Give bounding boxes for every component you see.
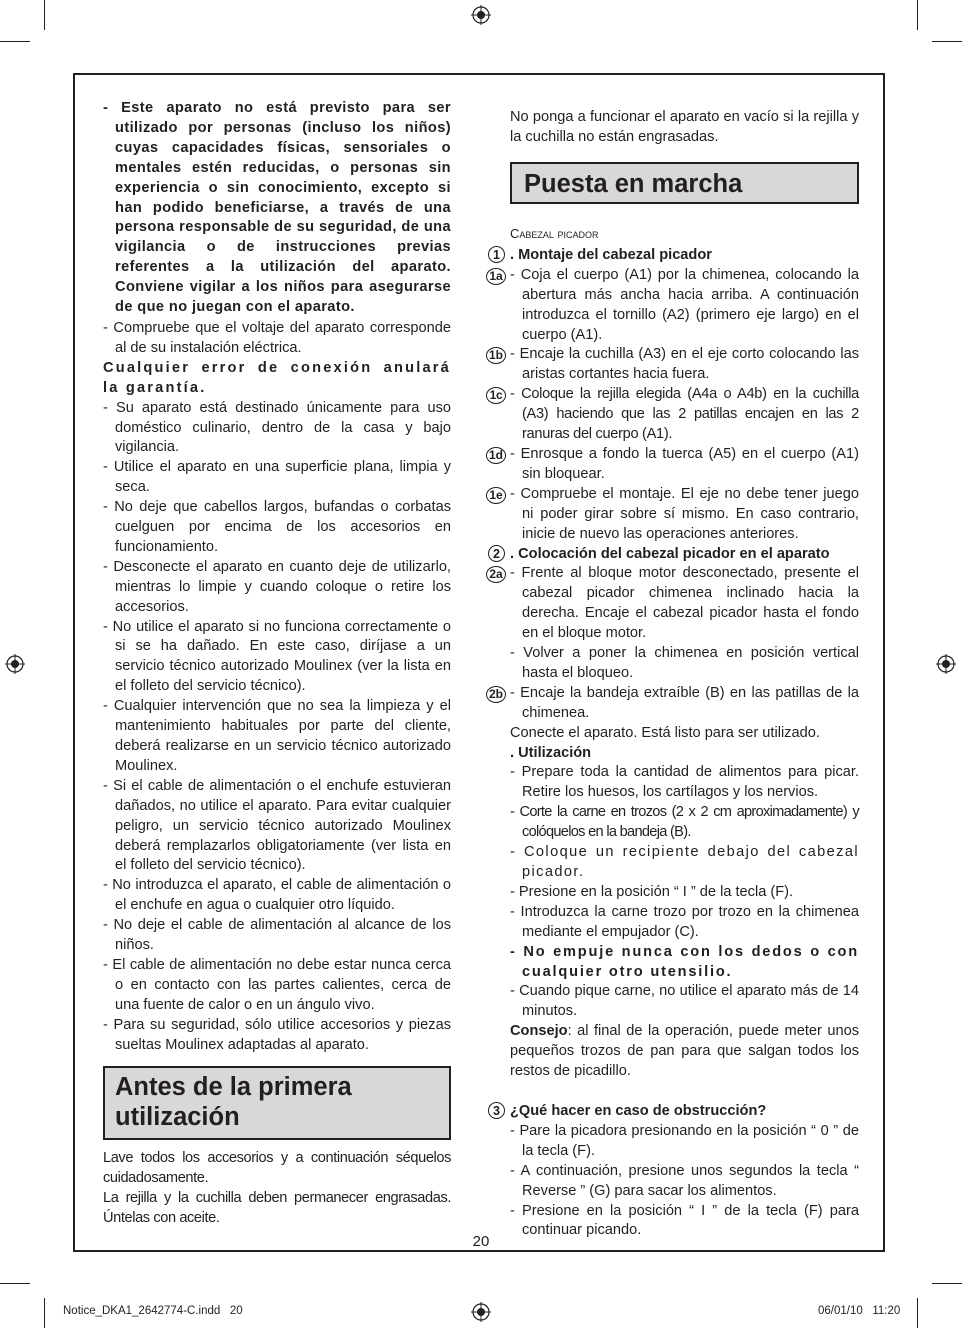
list-item: - No introduzca el aparato, el cable de alimentación o el enchufe en agua o cualquier otro líquido. [103,877,451,914]
step-item [488,445,859,485]
list-item: - El cable de alimentación no debe estar nunca cerca o en contacto con las partes calientes, cerca de una fuente de calor o en un ángulo vivo. [103,956,451,1013]
tip-label: Consejo [510,1023,568,1040]
list-item: - Corte la carne en trozos (2 x 2 cm aproximadamente) y colóquelos en la bandeja (B). [510,804,859,841]
step-item [489,266,859,346]
tip-paragraph [510,1022,859,1082]
voltage-note: - Compruebe que el voltaje del aparato corresponde al de su instalación eléctrica. [103,319,451,356]
list-item: - Pare la picadora presionando en la posición “ 0 ” de la tecla (F). [510,1122,859,1159]
step-number-badge: 1 [488,246,505,263]
list-item: - Presione en la posición “ I ” de la tecla (F) para continuar picando. [510,1202,859,1239]
step-text: - Frente al bloque motor desconectado, presente el cabezal picador chimenea inclinado hacia la derecha. Encaje el cabezal picador hasta el fondo en el bloque motor. [510,565,859,642]
list-item: - Prepare toda la cantidad de alimentos para picar. Retire los huesos, los cartílagos y los nervios. [510,764,859,801]
step-text: - Coloque la rejilla elegida (A4a o A4b) en la cuchilla (A3) haciendo que las 2 patillas encajen en las 2 ranuras del cuerpo (A1). [510,386,859,443]
list-item: - Su aparato está destinado únicamente para uso doméstico culinario, dentro de la casa y bajo vigilancia. [103,399,451,456]
list-item: - Coloque un recipiente debajo del cabezal picador. [510,844,859,880]
footer-date-time: 06/01/10 11:20 [818,1305,901,1317]
list-item: - Presione en la posición “ I ” de la tecla (F). [510,883,794,900]
list-item: - No deje que cabellos largos, bufandas o corbatas cuelguen por encima de los accesorios en funcionamiento. [103,499,451,555]
step-item [489,564,859,644]
step-text: - Coja el cuerpo (A1) por la chimenea, colocando la abertura más ancha hacia arriba. A continuación introduzca el tornillo (A2) (primero eje largo) en el cuerpo (A1). [510,266,859,343]
step-text: - Compruebe el montaje. El eje no debe tener juego ni poder girar sobre sí mismo. En caso contrario, inicie de nuevo las operaciones anteriores. [510,485,859,542]
list-item: - Introduzca la carne trozo por trozo en la chimenea mediante el empujador (C). [510,903,859,940]
step-item [489,385,859,445]
list-item: - Para su seguridad, sólo utilice accesorios y piezas sueltas Moulinex adaptadas al aparato. [103,1016,451,1053]
wash-text: Lave todos los accesorios y a continuación séquelos cuidadosamente. [103,1150,451,1186]
step-title [493,246,859,266]
no-empty-note: No ponga a funcionar el aparato en vacío si la rejilla y la cuchilla no están engrasadas. [510,109,859,145]
usage-title: . Utilización [510,744,592,761]
list-item: - No utilice el aparato si no funciona correctamente o si se ha dañado. En este caso, diríjase a un servicio técnico autorizado Moulinex (ver la lista en el folleto del servicio técnico). [103,618,451,695]
heading-line: utilización [115,1103,240,1131]
page-number: 20 [472,1233,490,1250]
registration-mark-left-icon [5,654,25,674]
heading-title: Puesta en marcha [524,170,743,198]
registration-mark-top-icon [471,5,491,25]
step-title [493,1102,859,1122]
step-text: - Encaje la cuchilla (A3) en el eje corto colocando las aristas cortantes hacia fuera. [510,346,859,383]
warning-paragraph: - Este aparato no está previsto para ser utilizado por personas (incluso los niños) cuyas capacidades físicas, sensoriales o mentales estén reducidas, o personas sin experiencia o sin conocimiento, excepto si han podido beneficiarse, a través de una persona responsable de su seguridad, de una vigilancia o de instrucciones previas referentes a la utilización del aparato. Conviene vigilar a los niños para asegurarse de que no juegan con el aparato. [103,100,451,316]
step-tag-badge: 1e [486,487,506,504]
step-tag-badge: 1b [486,347,506,364]
list-item: - Cualquier intervención que no sea la limpieza y el mantenimiento habituales por parte del cliente, deberá realizarse en un servicio técnico autorizado Moulinex. [103,698,451,774]
step-title [493,545,859,565]
step-item [488,345,859,385]
step-title-text: . Montaje del cabezal picador [510,246,712,263]
usage-warning: - No empuje nunca con los dedos o con cualquier otro utensilio. [510,943,859,980]
right-column [488,224,859,1241]
step-tag-badge: 2b [486,686,506,703]
right-column-top [510,108,859,148]
registration-mark-bottom-icon [471,1302,491,1322]
step-tag-badge: 1c [486,387,506,404]
list-item: - Cuando pique carne, no utilice el aparato más de 14 minutos. [510,983,859,1020]
step-title-text: . Colocación del cabezal picador en el aparato [510,545,830,562]
step-title-text: ¿Qué hacer en caso de obstrucción? [510,1102,767,1119]
left-column [103,99,451,1056]
step-text: - Encaje la bandeja extraíble (B) en las patillas de la chimenea. [510,684,859,721]
step-item [488,684,859,724]
step-tag-badge: 1a [486,268,506,285]
registration-mark-right-icon [936,654,956,674]
step-item [489,485,859,545]
safety-list [103,399,451,1056]
list-item: - Desconecte el aparato en cuanto deje de utilizarlo, mientras lo limpie y cuando coloque o retire los accesorios. [103,558,451,615]
heading-before-first-use [103,1066,451,1140]
heading-start [510,162,859,204]
step-tag-badge: 2a [486,566,506,583]
step-tag-badge: 1d [486,447,506,464]
step-text: - Enrosque a fondo la tuerca (A5) en el cuerpo (A1) sin bloquear. [510,445,859,482]
section-label: Cabezal picador [510,226,599,241]
grease-text: La rejilla y la cuchilla deben permanecer engrasadas. Úntelas con aceite. [103,1189,451,1226]
left-column-bottom [103,1149,451,1229]
list-item: - No deje el cable de alimentación al alcance de los niños. [103,917,451,954]
heading-line: Antes de la primera [115,1073,352,1101]
connect-note: Conecte el aparato. Está listo para ser utilizado. [510,724,820,741]
step-number-badge: 2 [488,545,505,562]
tip-text: : al final de la operación, puede meter unos pequeños trozos de pan para que salgan todos los restos de picadillo. [510,1023,859,1080]
footer-file-name: Notice_DKA1_2642774-C.indd 20 [63,1305,243,1317]
list-item: - Utilice el aparato en una superficie plana, limpia y seca. [103,459,451,496]
step-number-badge: 3 [488,1102,505,1119]
step-text: - Volver a poner la chimenea en posición vertical hasta el bloqueo. [510,645,859,681]
list-item: - Si el cable de alimentación o el enchufe estuvieran dañados, no utilice el aparato. Para evitar cualquier peligro, un servicio técnico autorizado Moulinex deberá remplazarlos obligatoriamente (ver lista en el folleto del servicio técnico). [103,777,451,874]
connection-error-note: Cualquier error de conexión anulará la garantía. [103,359,451,396]
list-item: - A continuación, presione unos segundos la tecla “ Reverse ” (G) para sacar los alimentos. [510,1162,859,1199]
